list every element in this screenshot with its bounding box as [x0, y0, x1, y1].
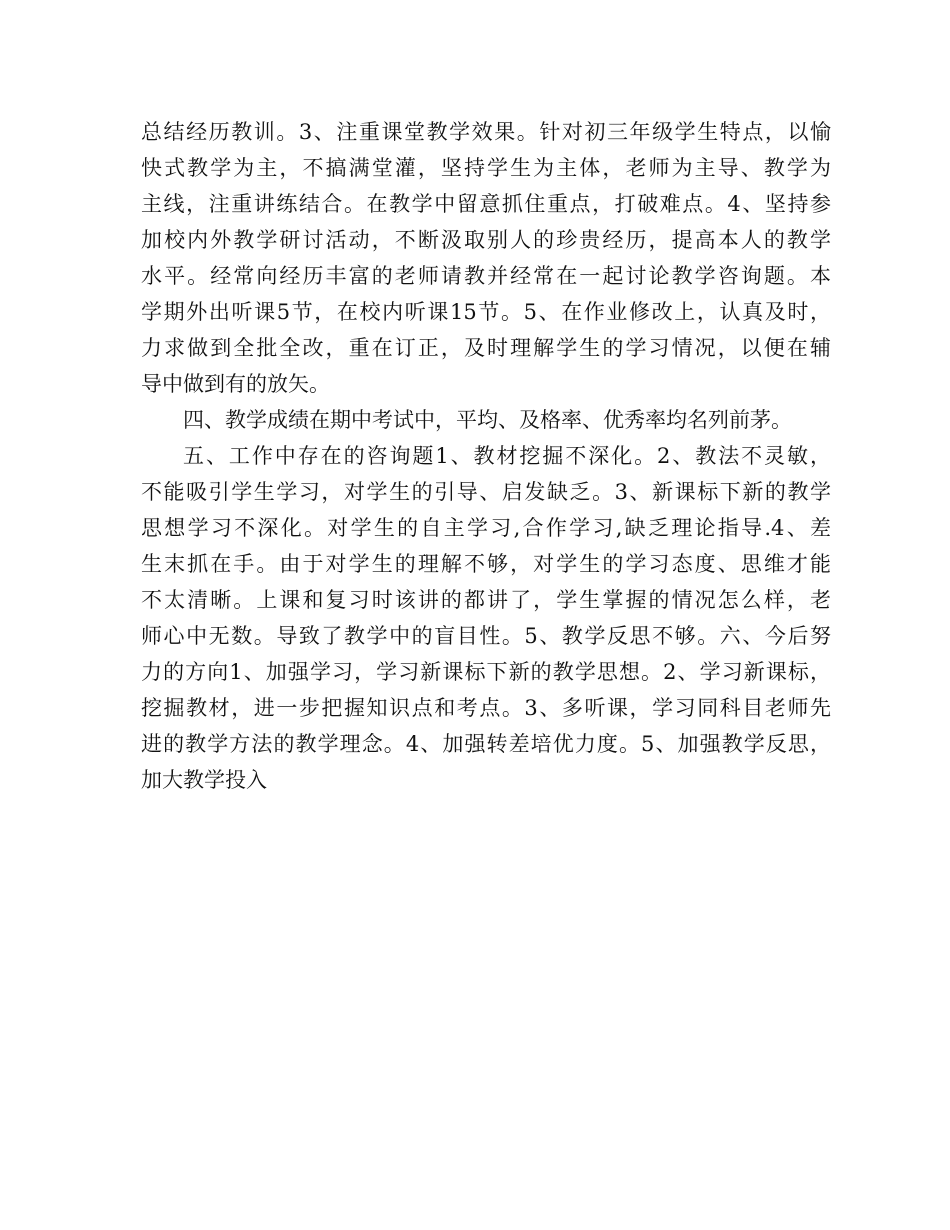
text-line: 总结经历教训。3、注重课堂教学效果。针对初三年级学生特点，以愉 — [141, 120, 831, 144]
text-line: 导中做到有的放矢。 — [141, 372, 330, 396]
text-line: 思想学习不深化。对学生的自主学习,合作学习,缺乏理论指导.4、差 — [141, 516, 831, 540]
text-line: 师心中无数。导致了教学中的盲目性。5、教学反思不够。六、今后努 — [141, 624, 831, 648]
body-text — [141, 114, 831, 798]
text-line: 力的方向1、加强学习，学习新课标下新的教学思想。2、学习新课标， — [141, 660, 831, 684]
text-line: 加校内外教学研讨活动，不断汲取别人的珍贵经历，提高本人的教学 — [141, 228, 831, 252]
text-line: 水平。经常向经历丰富的老师请教并经常在一起讨论教学咨询题。本 — [141, 264, 831, 288]
text-line: 学期外出听课5节，在校内听课15节。5、在作业修改上，认真及时， — [141, 300, 831, 324]
paragraph-problems: 五、工作中存在的咨询题1、教材挖掘不深化。2、教法不灵敏， — [183, 444, 831, 468]
text-line: 生末抓在手。由于对学生的理解不够，对学生的学习态度、思维才能 — [141, 552, 831, 576]
text-line: 加大教学投入 — [141, 768, 267, 792]
text-line: 不太清晰。上课和复习时该讲的都讲了，学生掌握的情况怎么样，老 — [141, 588, 831, 612]
text-line: 快式教学为主，不搞满堂灌，坚持学生为主体，老师为主导、教学为 — [141, 156, 831, 180]
text-line: 挖掘教材，进一步把握知识点和考点。3、多听课，学习同科目老师先 — [141, 696, 831, 720]
text-line: 力求做到全批全改，重在订正，及时理解学生的学习情况，以便在辅 — [141, 336, 831, 360]
paragraph-results: 四、教学成绩在期中考试中，平均、及格率、优秀率均名列前茅。 — [183, 408, 792, 432]
text-line: 不能吸引学生学习，对学生的引导、启发缺乏。3、新课标下新的教学 — [141, 480, 831, 504]
text-line: 主线，注重讲练结合。在教学中留意抓住重点，打破难点。4、坚持参 — [141, 192, 831, 216]
text-line: 进的教学方法的教学理念。4、加强转差培优力度。5、加强教学反思， — [141, 732, 831, 756]
